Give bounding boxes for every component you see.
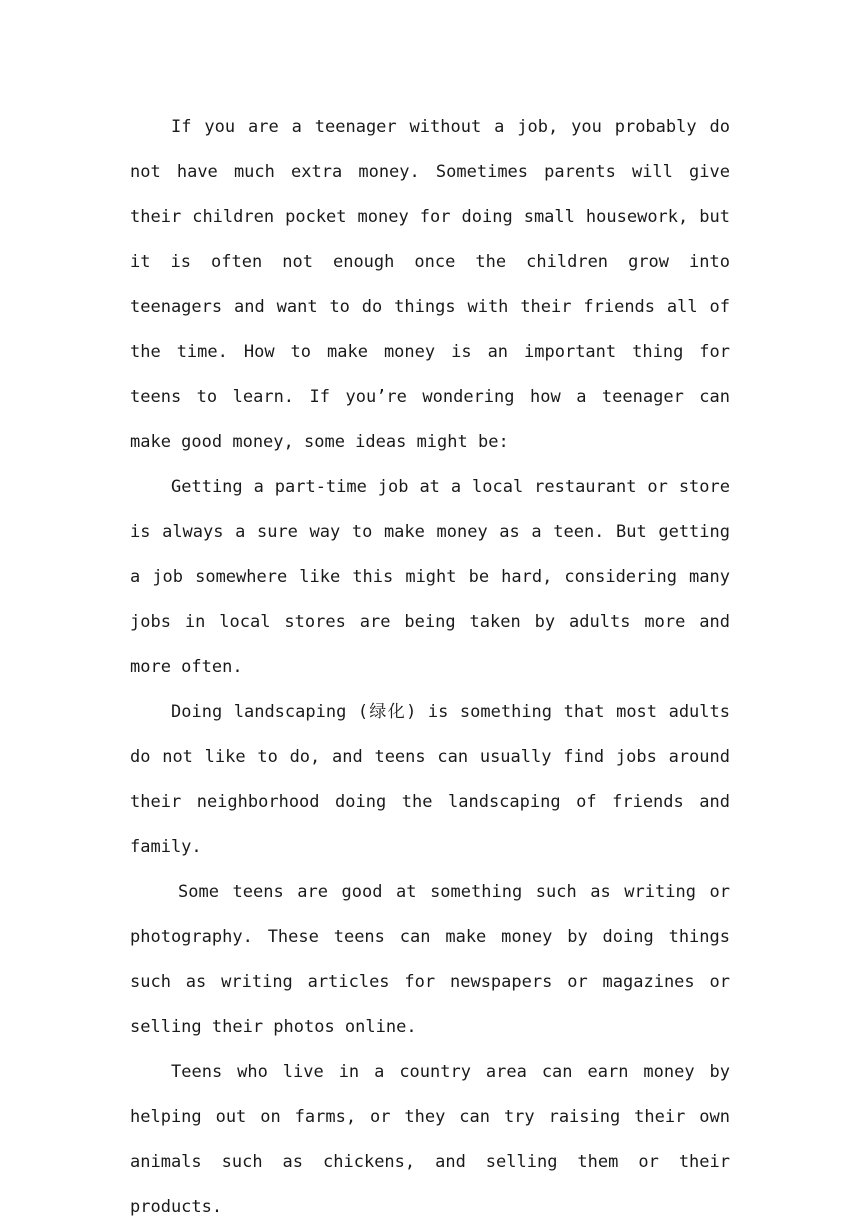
paragraph-country-farms: Teens who live in a country area can earn money by helping out on farms, or they can try raising their own animals such as chickens, and selling them or their products. xyxy=(130,1062,730,1217)
paragraph-intro: If you are a teenager without a job, you probably do not have much extra money. Sometimes parents will give their children pocket money for doing small housework, but it is often not enough once the children grow into teenagers and want to do things with their friends all of the time. How to make money is an important thing for teens to learn. If you’re wondering how a teenager can make good money, some ideas might be: xyxy=(130,117,730,452)
document-body xyxy=(130,105,730,1230)
paragraph-writing-photography: Some teens are good at something such as writing or photography. These teens can make money by doing things such as writing articles for newspapers or magazines or selling their photos online. xyxy=(130,882,730,1037)
paragraph-landscaping: Doing landscaping (绿化) is something that most adults do not like to do, and teens can usually find jobs around their neighborhood doing the landscaping of friends and family. xyxy=(130,702,730,857)
paragraph-part-time-job: Getting a part-time job at a local restaurant or store is always a sure way to make money as a teen. But getting a job somewhere like this might be hard, considering many jobs in local stores are being taken by adults more and more often. xyxy=(130,477,730,677)
